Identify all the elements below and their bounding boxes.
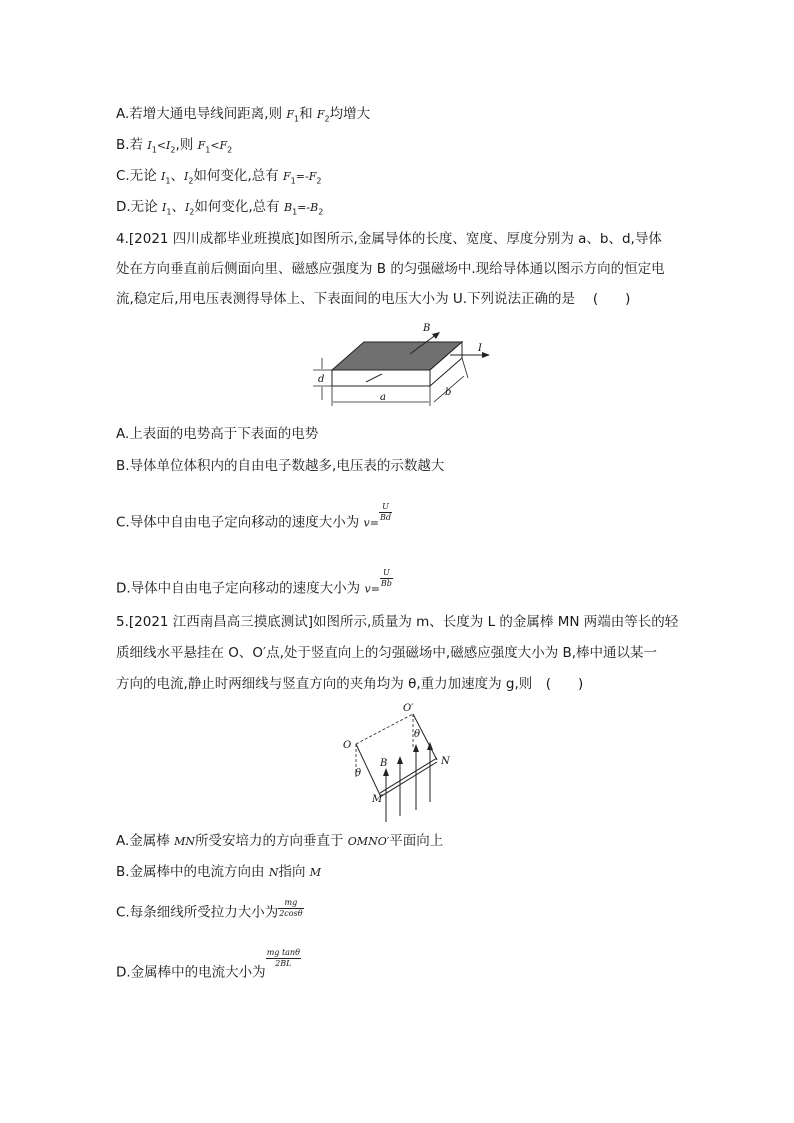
fraction-numerator: mg	[278, 898, 303, 909]
fraction-denominator: Bb	[380, 579, 392, 588]
option-text: B.金属棒中的电流方向由	[116, 864, 269, 880]
q4-option-d	[116, 568, 393, 599]
math-var: M	[309, 866, 322, 879]
q5-stem-line1: 5.[2021 江西南昌高三摸底测试]如图所示,质量为 m、长度为 L 的金属棒 MN 两端由等长的轻	[116, 614, 679, 630]
math-var: I	[166, 139, 171, 152]
option-text: D.无论	[116, 199, 162, 215]
math-var: F	[219, 139, 228, 152]
subscript: 2	[324, 114, 330, 124]
option-text: B.若	[116, 137, 148, 153]
block-front-face	[332, 370, 430, 386]
subscript: 1	[151, 145, 157, 155]
subscript: 1	[165, 176, 171, 186]
subscript: 2	[170, 145, 176, 155]
fraction	[278, 898, 303, 919]
fraction	[380, 568, 393, 589]
label-N: N	[441, 756, 450, 767]
q4-stem-line1: 4.[2021 四川成都毕业班摸底]如图所示,金属导体的长度、宽度、厚度分别为 a、b、d,导体	[116, 231, 662, 247]
field-arrowhead-1	[383, 768, 389, 776]
math-var: I	[184, 201, 190, 214]
math-var: v=	[363, 516, 379, 530]
option-text: ,则	[175, 137, 198, 153]
option-text: D.导体中自由电子定向移动的速度大小为	[116, 580, 365, 597]
fraction-numerator: mg tanθ	[266, 948, 300, 957]
label-a: a	[380, 392, 386, 403]
option-text: 、	[170, 168, 184, 184]
subscript: 2	[227, 145, 233, 155]
q3-option-d	[116, 198, 323, 222]
label-O-prime: O′	[403, 703, 414, 714]
label-b: b	[445, 387, 452, 398]
math-op: <	[210, 139, 220, 152]
math-var: I	[161, 170, 166, 183]
b-field-arrowhead	[432, 332, 440, 339]
rod-MN-lower	[380, 762, 437, 797]
math-var: I	[161, 201, 167, 214]
fraction-denominator: 2cosθ	[279, 909, 303, 918]
label-I: I	[478, 343, 482, 354]
option-text: 如何变化,总有	[193, 168, 284, 184]
field-arrowhead-3	[413, 744, 419, 752]
q5-option-c	[116, 898, 304, 923]
q5-stem-line2: 质细线水平悬挂在 O、O′点,处于竖直向上的匀强磁场中,磁感应强度大小为 B,棒中通以某一	[116, 645, 658, 661]
q4-conductor-figure	[300, 318, 500, 414]
label-B: B	[380, 758, 388, 769]
math-var: F	[283, 170, 291, 183]
option-text: 平面向上	[389, 833, 444, 849]
option-text: A.若增大通电导线间距离,则	[116, 106, 287, 122]
math-var: MN	[174, 835, 195, 848]
q4-option-a: A.上表面的电势高于下表面的电势	[116, 426, 319, 442]
math-op: =-	[295, 170, 309, 183]
math-op: <	[156, 139, 167, 152]
q5-option-d	[116, 948, 301, 983]
top-dashed-line	[356, 714, 413, 744]
math-var: B	[283, 201, 293, 214]
subscript: 2	[188, 176, 194, 186]
q4-option-b: B.导体单位体积内的自由电子数越多,电压表的示数越大	[116, 458, 445, 474]
fraction-denominator: 2BL	[275, 959, 292, 968]
q5-rod-figure	[338, 700, 468, 825]
math-var: F	[308, 170, 317, 183]
fraction-numerator: U	[379, 502, 392, 513]
label-theta-O: θ	[355, 768, 362, 779]
math-var: F	[316, 108, 325, 121]
math-var: B	[310, 201, 319, 214]
label-M: M	[372, 794, 383, 805]
subscript: 1	[294, 114, 300, 124]
b-ext	[462, 358, 468, 378]
field-arrowhead-2	[397, 756, 403, 764]
q5-option-b	[116, 863, 321, 882]
q5-option-a	[116, 832, 443, 851]
subscript: 1	[166, 207, 172, 217]
math-var: F	[286, 108, 295, 121]
option-text: C.每条细线所受拉力大小为	[116, 904, 279, 921]
subscript: 1	[205, 145, 211, 155]
math-var: I	[147, 139, 152, 152]
q4-stem-line2: 处在方向垂直前后侧面向里、磁感应强度为 B 的匀强磁场中.现给导体通以图示方向的恒定电	[116, 261, 665, 277]
option-text: 指向	[278, 864, 310, 880]
current-arrowhead	[482, 352, 490, 358]
option-text: 如何变化,总有	[194, 199, 284, 215]
label-d: d	[318, 374, 325, 385]
math-var: OMNO′	[347, 835, 390, 848]
math-var: N	[268, 866, 279, 879]
q4-option-c	[116, 502, 392, 533]
option-text: C.导体中自由电子定向移动的速度大小为	[116, 514, 364, 531]
option-text: 所受安培力的方向垂直于	[194, 833, 348, 849]
fraction-numerator: U	[380, 568, 393, 579]
subscript: 1	[292, 207, 298, 217]
math-var: I	[183, 170, 189, 183]
option-text: 均增大	[329, 106, 371, 122]
option-text: A.金属棒	[116, 833, 175, 849]
math-op: =-	[297, 201, 311, 214]
q3-option-b	[116, 136, 232, 160]
option-text: C.无论	[116, 168, 162, 184]
label-O: O	[343, 740, 352, 751]
math-var: v=	[364, 582, 380, 596]
fraction	[266, 948, 301, 969]
subscript: 2	[318, 207, 324, 217]
label-B: B	[423, 323, 431, 334]
fraction	[379, 502, 392, 523]
subscript: 1	[290, 176, 296, 186]
q4-stem-line3: 流,稳定后,用电压表测得导体上、下表面间的电压大小为 U.下列说法正确的是 ( )	[116, 291, 631, 307]
math-var: F	[197, 139, 206, 152]
q3-option-c	[116, 167, 321, 191]
q3-option-a	[116, 105, 370, 129]
option-text: 、	[171, 199, 185, 215]
option-text: 和	[299, 106, 317, 122]
subscript: 2	[189, 207, 195, 217]
fraction-denominator: Bd	[379, 513, 391, 522]
q5-stem-line3: 方向的电流,静止时两细线与竖直方向的夹角均为 θ,重力加速度为 g,则 ( )	[116, 676, 584, 692]
option-text: D.金属棒中的电流大小为	[116, 964, 266, 981]
label-theta-O2: θ	[414, 729, 421, 740]
subscript: 2	[316, 176, 322, 186]
